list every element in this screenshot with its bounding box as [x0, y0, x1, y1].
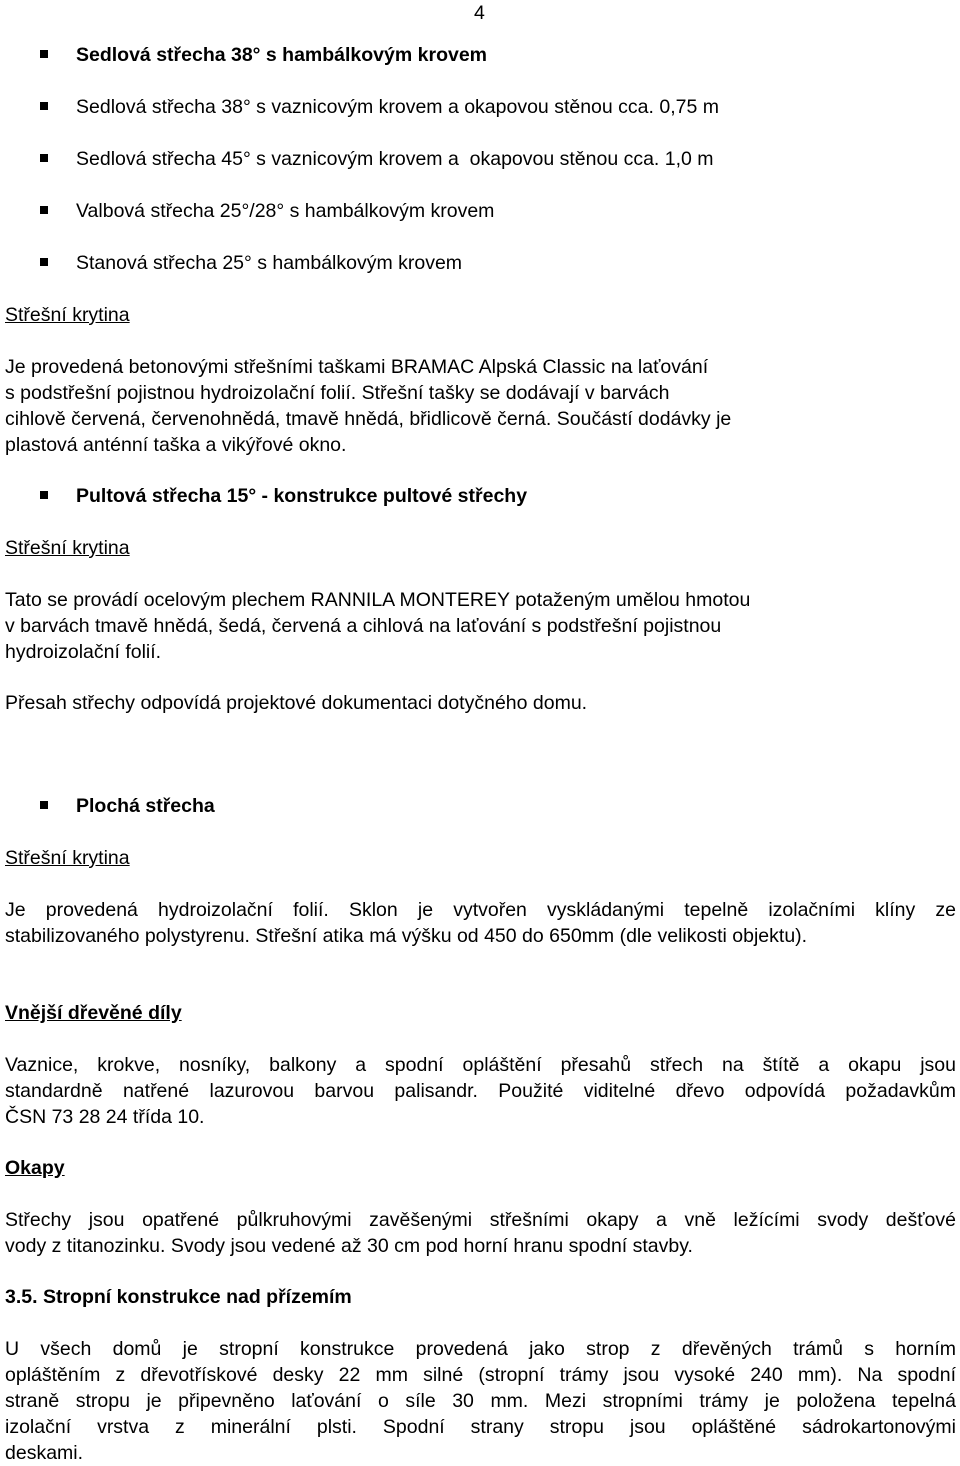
paragraph-stropni: [5, 1336, 956, 1466]
paragraph-line: cihlově červená, červenohnědá, tmavě hnědá, břidlicově černá. Součástí dodávky je: [5, 408, 732, 430]
paragraph-hydroizolacni: [5, 897, 956, 949]
list-item-roof-type: [40, 198, 494, 224]
paragraph-line: U všech domů je stropní konstrukce provedená jako strop z dřevěných trámů s horním: [5, 1338, 956, 1360]
section-number: 3.5.: [5, 1286, 38, 1308]
section-heading-stresni-krytina: Střešní krytina: [5, 847, 130, 869]
page-number: 4: [474, 2, 485, 24]
paragraph-line: Tato se provádí ocelovým plechem RANNILA MONTEREY potaženým umělou hmotou: [5, 589, 751, 611]
list-item-label: Plochá střecha: [76, 795, 215, 817]
section-heading-stresni-krytina: Střešní krytina: [5, 304, 130, 326]
square-bullet-icon: [40, 491, 48, 499]
square-bullet-icon: [40, 801, 48, 809]
paragraph-line: Střechy jsou opatřené půlkruhovými zavěšenými střešními okapy a vně ležícími svody dešťové: [5, 1209, 956, 1231]
paragraph-line: Je provedená betonovými střešními taškami BRAMAC Alpská Classic na laťování: [5, 356, 709, 378]
paragraph-line: izolační vrstva z minerální plsti. Spodní strany stropu jsou opláštěné sádrokartonovými: [5, 1416, 956, 1438]
paragraph-line: Je provedená hydroizolační folií. Sklon je vytvořen vyskládanými tepelně izolačními klíny ze: [5, 899, 956, 921]
paragraph-line: vody z titanozinku. Svody jsou vedené až 30 cm pod horní hranu spodní stavby.: [5, 1235, 693, 1257]
square-bullet-icon: [40, 50, 48, 58]
paragraph-drevene: [5, 1052, 956, 1130]
square-bullet-icon: [40, 154, 48, 162]
list-item-label: Sedlová střecha 38° s vaznicovým krovem a okapovou stěnou cca. 0,75 m: [76, 96, 719, 118]
square-bullet-icon: [40, 102, 48, 110]
paragraph-line: s podstřešní pojistnou hydroizolační folií. Střešní tašky se dodávají v barvách: [5, 382, 670, 404]
paragraph-line: v barvách tmavě hnědá, šedá, červená a cihlová na laťování s podstřešní pojistnou: [5, 615, 722, 637]
list-item-roof-type: [40, 250, 462, 276]
paragraph-line: opláštěním z dřevotřískové desky 22 mm silné (stropní trámy jsou vysoké 240 mm). Na spodní: [5, 1364, 956, 1386]
list-item-roof-type: [40, 146, 714, 172]
section-heading-okapy: Okapy: [5, 1157, 65, 1179]
paragraph-line: plastová anténní taška a vikýřové okno.: [5, 434, 347, 456]
paragraph-line: hydroizolační folií.: [5, 641, 162, 663]
paragraph-okapy: [5, 1207, 956, 1259]
list-item-label: Stanová střecha 25° s hambálkovým krovem: [76, 252, 463, 274]
paragraph-line: stabilizovaného polystyrenu. Střešní atika má výšku od 450 do 650mm (dle velikosti objektu).: [5, 925, 808, 947]
section-heading-stresni-krytina: Střešní krytina: [5, 537, 130, 559]
square-bullet-icon: [40, 258, 48, 266]
list-item-label: Pultová střecha 15° - konstrukce pultové střechy: [76, 485, 528, 507]
paragraph-line: ČSN 73 28 24 třída 10.: [5, 1106, 205, 1128]
paragraph-rannila: [5, 587, 956, 665]
paragraph-line: deskami.: [5, 1442, 84, 1464]
section-title: Stropní konstrukce nad přízemím: [42, 1286, 352, 1308]
list-item-roof-type: [40, 42, 487, 68]
list-item-roof-type: [40, 94, 719, 120]
list-item-plocha: [40, 793, 215, 819]
list-item-pultova: [40, 483, 527, 509]
paragraph-line: standardně natřené lazurovou barvou palisandr. Použité viditelné dřevo odpovídá požadavkům: [5, 1080, 956, 1102]
paragraph-line: Vaznice, krokve, nosníky, balkony a spodní opláštění přesahů střech na štítě a okapu jsou: [5, 1054, 956, 1076]
list-item-label: Valbová střecha 25°/28° s hambálkovým krovem: [76, 200, 495, 222]
section-heading-drevene-dily: Vnější dřevěné díly: [5, 1002, 182, 1024]
list-item-label: Sedlová střecha 38° s hambálkovým krovem: [76, 44, 488, 66]
list-item-label: Sedlová střecha 45° s vaznicovým krovem a okapovou stěnou cca. 1,0 m: [76, 148, 714, 170]
section-heading-stropni: [5, 1284, 352, 1310]
paragraph-bramac: [5, 354, 956, 458]
square-bullet-icon: [40, 206, 48, 214]
paragraph-overhang: Přesah střechy odpovídá projektové dokumentaci dotyčného domu.: [5, 692, 588, 714]
paragraph-line: straně stropu je připevněno laťování o síle 30 mm. Mezi stropními trámy je položena tepelná: [5, 1390, 956, 1412]
